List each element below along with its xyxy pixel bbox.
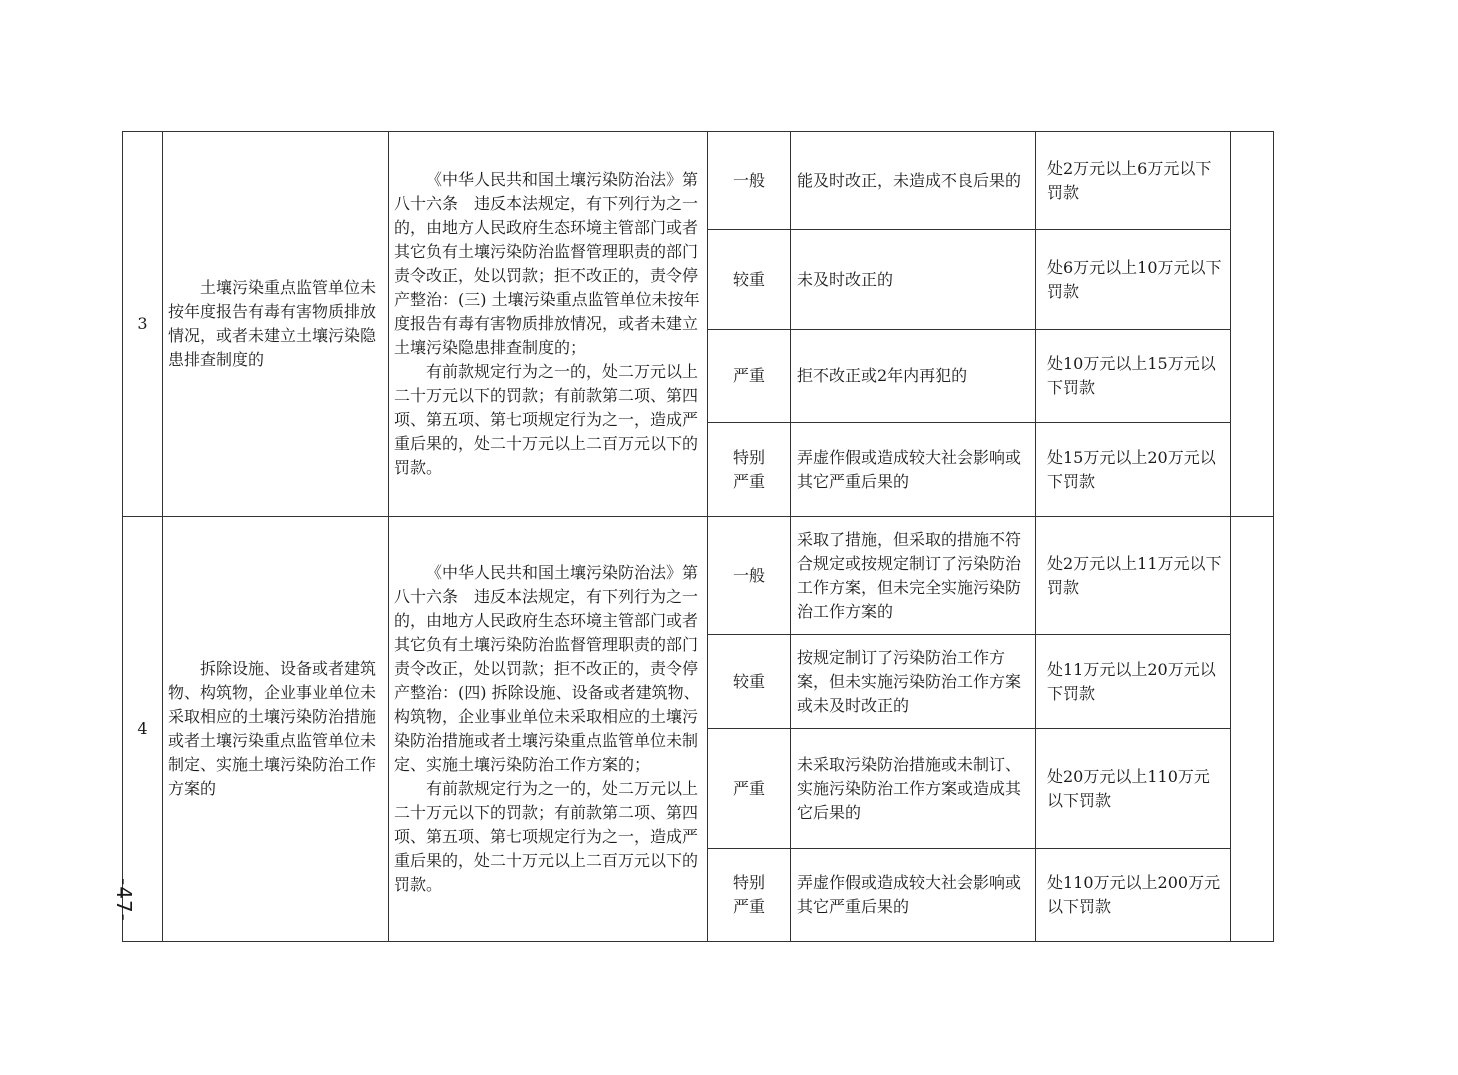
penalty: 处6万元以上10万元以下罚款 bbox=[1036, 230, 1231, 330]
remarks-cell bbox=[1231, 132, 1274, 517]
penalty-standard-table bbox=[122, 131, 1274, 942]
violation-behavior bbox=[163, 517, 389, 942]
violation-behavior-text: 拆除设施、设备或者建筑物、构筑物，企业事业单位未采取相应的土壤污染防治措施或者土壤污染重点监管单位未制定、实施土壤污染防治工作方案的 bbox=[168, 659, 377, 798]
severity-level: 较重 bbox=[708, 230, 791, 330]
circumstance: 拒不改正或2年内再犯的 bbox=[791, 330, 1036, 423]
penalty: 处2万元以上11万元以下罚款 bbox=[1036, 517, 1231, 635]
legal-basis bbox=[389, 517, 708, 942]
severity-level bbox=[708, 423, 791, 517]
table-row bbox=[123, 132, 1274, 230]
penalty: 处20万元以上110万元以下罚款 bbox=[1036, 729, 1231, 849]
severity-level: 较重 bbox=[708, 635, 791, 729]
circumstance: 采取了措施，但采取的措施不符合规定或按规定制订了污染防治工作方案，但未完全实施污染防治工作方案的 bbox=[791, 517, 1036, 635]
severity-level bbox=[708, 849, 791, 942]
penalty: 处10万元以上15万元以下罚款 bbox=[1036, 330, 1231, 423]
circumstance: 未及时改正的 bbox=[791, 230, 1036, 330]
legal-basis bbox=[389, 132, 708, 517]
legal-basis-paragraph: 《中华人民共和国土壤污染防治法》第八十六条 违反本法规定，有下列行为之一的，由地方人民政府生态环境主管部门或者其它负有土壤污染防治监督管理职责的部门责令改正，处以罚款；拒不改正的，责令停产整治：(三) 土壤污染重点监管单位未按年度报告有毒有害物质排放情况，或者未建立土壤污染隐患排查制度的； bbox=[394, 170, 700, 357]
table-row bbox=[123, 517, 1274, 635]
severity-level: 严重 bbox=[708, 330, 791, 423]
circumstance: 弄虚作假或造成较大社会影响或其它严重后果的 bbox=[791, 849, 1036, 942]
severity-level: 一般 bbox=[708, 517, 791, 635]
row-number: 3 bbox=[123, 132, 163, 517]
penalty: 处15万元以上20万元以下罚款 bbox=[1036, 423, 1231, 517]
page-number: -47- bbox=[112, 878, 136, 922]
circumstance: 能及时改正，未造成不良后果的 bbox=[791, 132, 1036, 230]
legal-basis-paragraph: 有前款规定行为之一的，处二万元以上二十万元以下的罚款；有前款第二项、第四项、第五项、第七项规定行为之一，造成严重后果的，处二十万元以上二百万元以下的罚款。 bbox=[394, 362, 699, 477]
severity-level: 一般 bbox=[708, 132, 791, 230]
legal-basis-paragraph: 《中华人民共和国土壤污染防治法》第八十六条 违反本法规定，有下列行为之一的，由地方人民政府生态环境主管部门或者其它负有土壤污染防治监督管理职责的部门责令改正，处以罚款；拒不改正的，责令停产整治：(四) 拆除设施、设备或者建筑物、构筑物，企业事业单位未采取相应的土壤污染防治措施或者土壤污染重点监管单位未制定、实施土壤污染防治工作方案的； bbox=[394, 563, 700, 774]
row-number: 4 bbox=[123, 517, 163, 942]
violation-behavior-text: 土壤污染重点监管单位未按年度报告有毒有害物质排放情况，或者未建立土壤污染隐患排查制度的 bbox=[168, 278, 377, 369]
remarks-cell bbox=[1231, 517, 1274, 942]
penalty: 处11万元以上20万元以下罚款 bbox=[1036, 635, 1231, 729]
severity-level-text: 特别严重 bbox=[732, 873, 765, 916]
circumstance: 未采取污染防治措施或未制订、实施污染防治工作方案或造成其它后果的 bbox=[791, 729, 1036, 849]
circumstance: 按规定制订了污染防治工作方案，但未实施污染防治工作方案或未及时改正的 bbox=[791, 635, 1036, 729]
violation-behavior bbox=[163, 132, 389, 517]
severity-level: 严重 bbox=[708, 729, 791, 849]
circumstance: 弄虚作假或造成较大社会影响或其它严重后果的 bbox=[791, 423, 1036, 517]
legal-basis-paragraph: 有前款规定行为之一的，处二万元以上二十万元以下的罚款；有前款第二项、第四项、第五项、第七项规定行为之一，造成严重后果的，处二十万元以上二百万元以下的罚款。 bbox=[394, 779, 699, 894]
severity-level-text: 特别严重 bbox=[732, 447, 765, 491]
penalty: 处2万元以上6万元以下罚款 bbox=[1036, 132, 1231, 230]
penalty: 处110万元以上200万元以下罚款 bbox=[1036, 849, 1231, 942]
